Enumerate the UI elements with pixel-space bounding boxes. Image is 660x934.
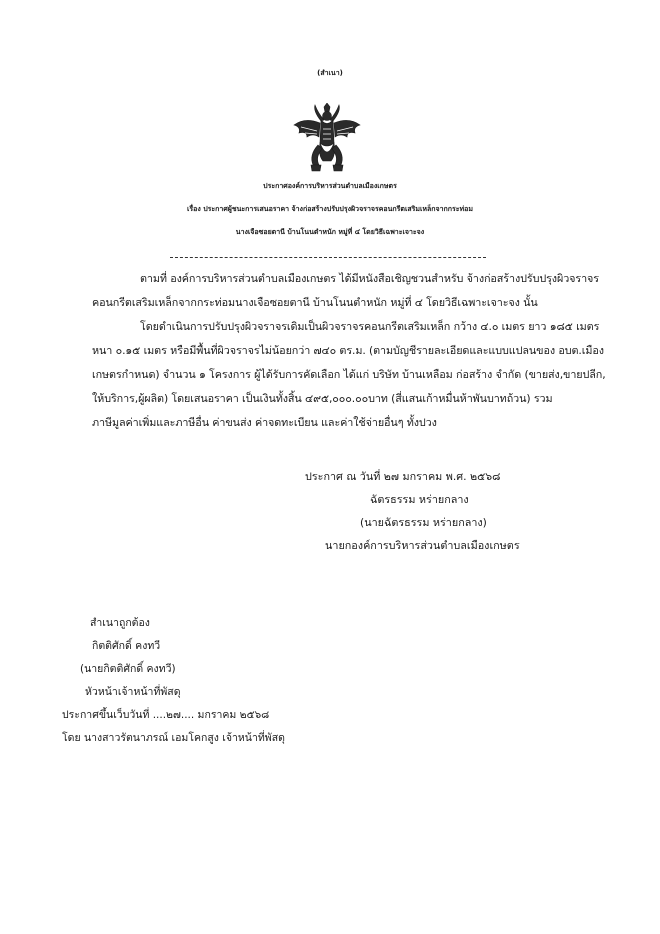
body-line-7: ภาษีมูลค่าเพิ่มและภาษีอื่น ค่าขนส่ง ค่าจดทะเบียน และค่าใช้จ่ายอื่นๆ ทั้งปวง [92,416,437,429]
document-subject-cont: นางเจือซอยตานี บ้านโนนตำหนัก หมู่ที่ ๔ โดยวิธีเฉพาะเจาะจง [235,228,425,236]
certified-copy-position: หัวหน้าเจ้าหน้าที่พัสดุ [85,686,181,698]
document-subject: เรื่อง ประกาศผู้ชนะการเสนอราคา จ้างก่อสร้างปรับปรุงผิวจราจรคอนกรีตเสริมเหล็กจากกระท่อม [187,205,473,213]
body-line-3: โดยดำเนินการปรับปรุงผิวจราจรเดิมเป็นผิวจราจรคอนกรีตเสริมเหล็ก กว้าง ๔.๐ เมตร ยาว ๑๘๕ เมตร [140,320,600,333]
posted-by: โดย นางสาวรัตนาภรณ์ เอมโคกสูง เจ้าหน้าที่พัสดุ [62,732,285,744]
signature: ฉัตรธรรม หร่ายกลาง [370,493,469,506]
body-line-5: เกษตรกำหนด) จำนวน ๑ โครงการ ผู้ได้รับการคัดเลือก ได้แก่ บริษัท บ้านเหลือม ก่อสร้าง จำกัด (ขายส่ง,ขายปลีก, [92,368,606,381]
body-line-4: หนา ๐.๑๕ เมตร หรือมีพื้นที่ผิวจราจรไม่น้อยกว่า ๗๔๐ ตร.ม. (ตามบัญชีรายละเอียดและแบบแปลนของ อบต.เมือง [92,344,604,357]
certified-copy-label: สำเนาถูกต้อง [90,617,150,629]
copy-mark: (สำเนา) [317,69,343,77]
announce-date: ประกาศ ณ วันที่ ๒๗ มกราคม พ.ศ. ๒๕๖๘ [305,470,501,483]
body-line-6: ให้บริการ,ผู้ผลิต) โดยเสนอราคา เป็นเงินทั้งสิ้น ๔๙๕,๐๐๐.๐๐บาท (สี่แสนเก้าหมื่นห้าพันบาทถ้วน) รวม [92,392,553,405]
certified-copy-signature: กิตติศักดิ์ คงทวี [92,640,161,652]
header-divider [170,257,486,258]
signer-position: นายกองค์การบริหารส่วนตำบลเมืองเกษตร [325,539,520,552]
posted-date: ประกาศขึ้นเว็บวันที่ ....๒๗.... มกราคม ๒๕๖๘ [62,709,270,721]
body-line-1: ตามที่ องค์การบริหารส่วนตำบลเมืองเกษตร ได้มีหนังสือเชิญชวนสำหรับ จ้างก่อสร้างปรับปรุงผิวจราจร [140,272,599,285]
certified-copy-name: (นายกิตติศักดิ์ คงทวี) [80,663,176,675]
document-title: ประกาศองค์การบริหารส่วนตำบลเมืองเกษตร [263,182,397,190]
body-line-2: คอนกรีตเสริมเหล็กจากกระท่อมนางเจือซอยตานี บ้านโนนตำหนัก หมู่ที่ ๔ โดยวิธีเฉพาะเจาะจง นั้น [92,296,538,309]
garuda-emblem-icon [291,103,363,173]
signer-name: (นายฉัตรธรรม หร่ายกลาง) [360,516,487,529]
